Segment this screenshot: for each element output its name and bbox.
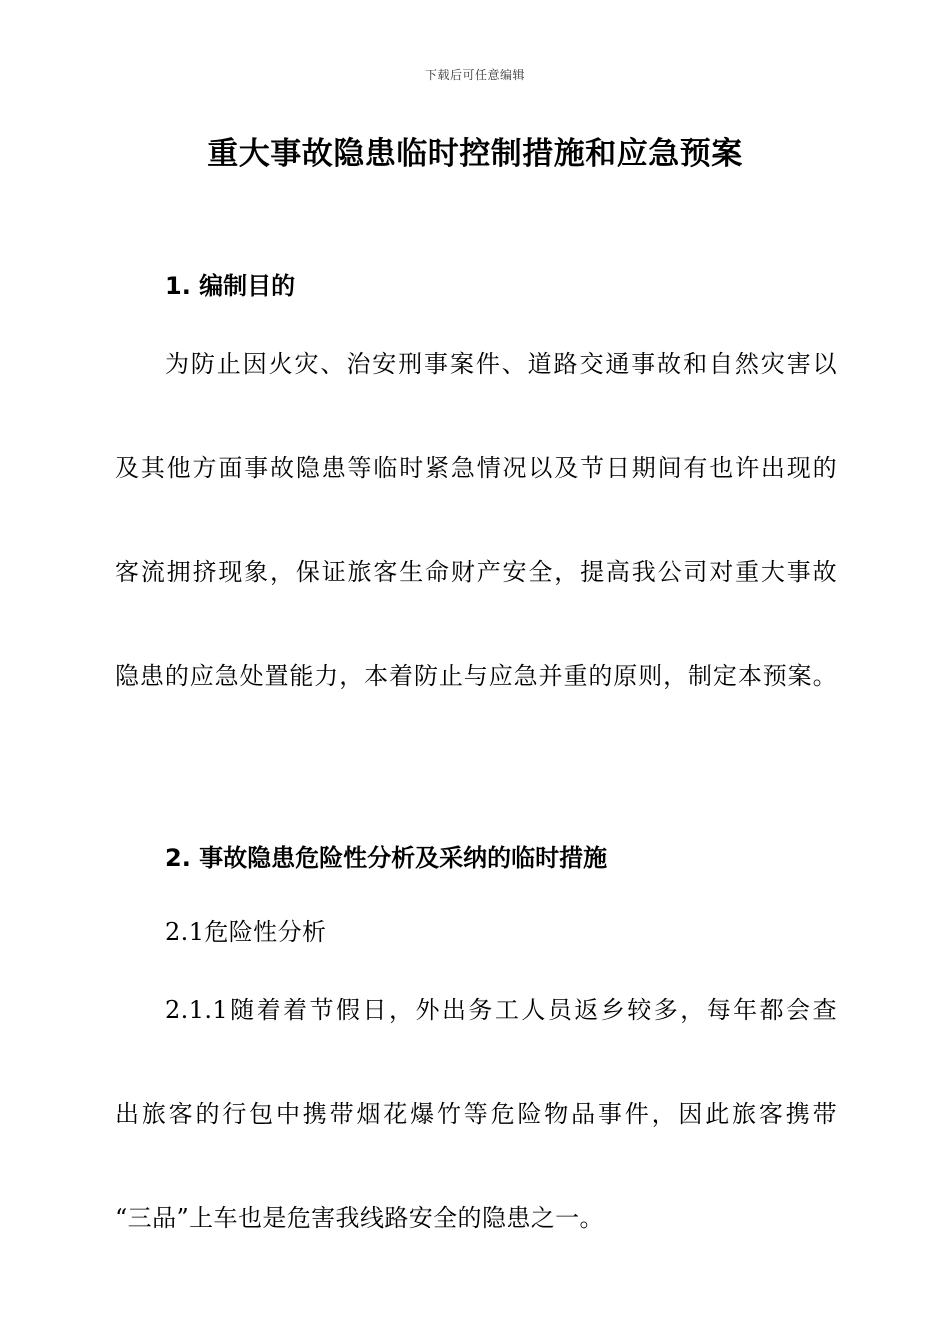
section-1-heading: 1. 编制目的 — [165, 272, 296, 300]
paragraph-line: 隐患的应急处置能力，本着防止与应急并重的原则，制定本预案。 — [115, 662, 837, 690]
paragraph-line: 2.1.1随着着节假日，外出务工人员返乡较多，每年都会查 — [165, 996, 837, 1024]
header-note: 下载后可任意编辑 — [424, 68, 525, 82]
paragraph-line: 出旅客的行包中携带烟花爆竹等危险物品事件，因此旅客携带 — [115, 1100, 837, 1128]
subsection-heading: 2.1危险性分析 — [165, 918, 327, 946]
document-title: 重大事故隐患临时控制措施和应急预案 — [207, 136, 743, 172]
section-2-heading: 2. 事故隐患危险性分析及采纳的临时措施 — [165, 844, 608, 872]
paragraph-line: “三品”上车也是危害我线路安全的隐患之一。 — [115, 1204, 604, 1232]
paragraph-line: 客流拥挤现象，保证旅客生命财产安全，提高我公司对重大事故 — [115, 558, 837, 586]
paragraph-line: 为防止因火灾、治安刑事案件、道路交通事故和自然灾害以 — [165, 350, 837, 378]
paragraph-line: 及其他方面事故隐患等临时紧急情况以及节日期间有也许出现的 — [115, 454, 837, 482]
